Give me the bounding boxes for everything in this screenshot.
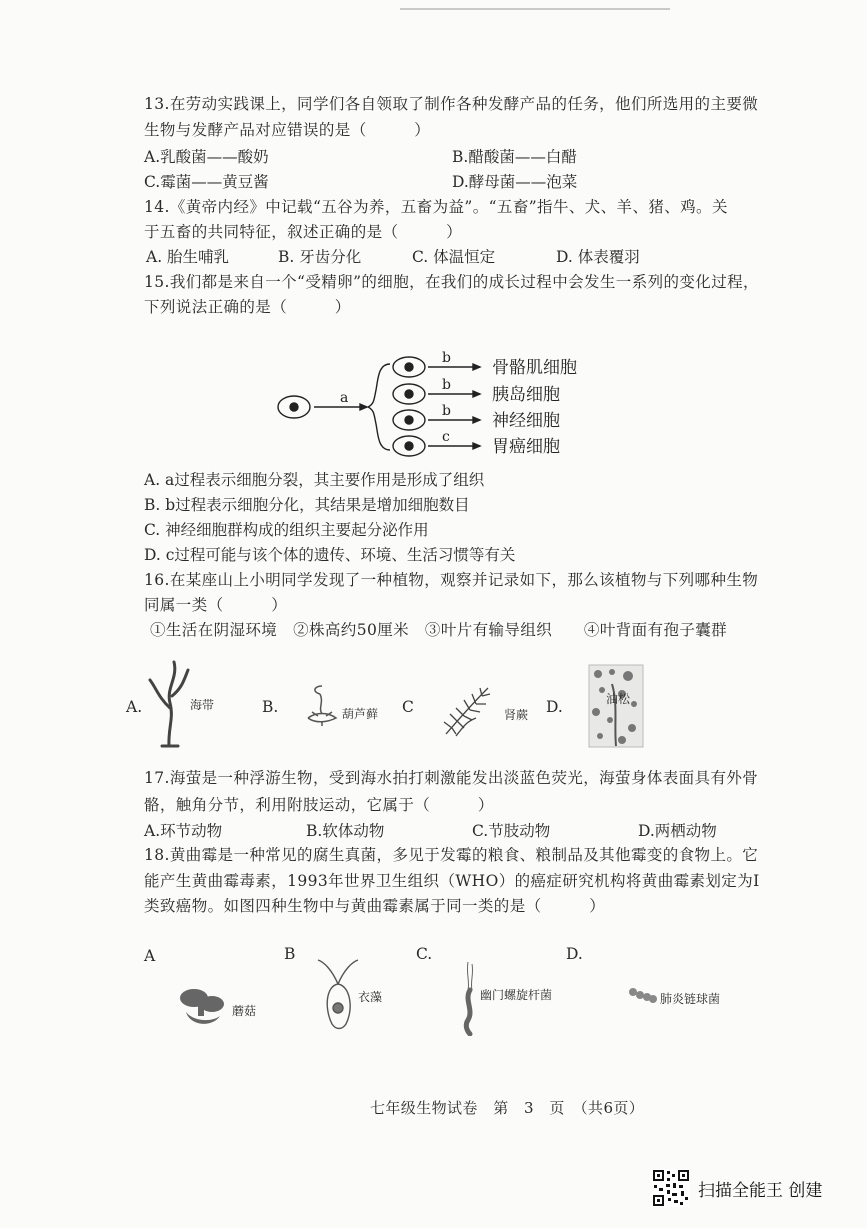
q13-line1: 13.在劳动实践课上，同学们各自领取了制作各种发酵产品的任务，他们所选用的主要微 — [144, 95, 759, 113]
chlamydomonas-image — [314, 956, 362, 1036]
q14-option-a: A. 胎生哺乳 — [146, 248, 230, 266]
mushroom-image — [172, 986, 232, 1030]
helicobacter-image — [456, 960, 482, 1036]
helicobacter-label: 幽门螺旋杆菌 — [480, 988, 553, 1002]
pneumococcus-label: 肺炎链球菌 — [660, 992, 721, 1006]
q15-line1: 15.我们都是来自一个“受精卵”的细胞，在我们的成长过程中会发生一系列的变化过程， — [144, 273, 759, 291]
q13-option-b: B.醋酸菌——白醋 — [452, 148, 577, 166]
islet-cell-label: 胰岛细胞 — [492, 385, 560, 405]
q18-line3: 类致癌物。如图四种生物中与黄曲霉素属于同一类的是（ ） — [144, 897, 606, 915]
q14-option-d: D. 体表覆羽 — [556, 248, 640, 266]
mushroom-label: 蘑菇 — [232, 1004, 257, 1018]
page-footer: 七年级生物试卷 第 3 页 （共6页） — [370, 1099, 645, 1117]
label-b-2: b — [442, 377, 451, 393]
q16-letter-b: B. — [262, 698, 279, 716]
q16-letter-d: D. — [546, 698, 563, 716]
moss-image — [298, 682, 346, 728]
kelp-label: 海带 — [190, 698, 215, 712]
gastric-cancer-cell-label: 胃癌细胞 — [492, 437, 560, 457]
q18-letter-d: D. — [566, 945, 583, 963]
q15-option-b: B. b过程表示细胞分化，其结果是增加细胞数目 — [144, 496, 470, 514]
q17-line2: 骼，触角分节，利用附肢运动，它属于（ ） — [144, 796, 494, 814]
q13-option-a: A.乳酸菌——酸奶 — [144, 148, 269, 166]
q15-option-a: A. a过程表示细胞分裂，其主要作用是形成了组织 — [144, 471, 485, 489]
q16-line2: 同属一类（ ） — [144, 596, 288, 614]
q16-letter-c: C — [402, 698, 414, 716]
moss-label: 葫芦藓 — [342, 707, 379, 721]
scanner-watermark: 扫描全能王 创建 — [698, 1181, 823, 1201]
q15-option-c: C. 神经细胞群构成的组织主要起分泌作用 — [144, 521, 429, 539]
q13-option-c: C.霉菌——黄豆酱 — [144, 173, 269, 191]
q18-line1: 18.黄曲霉是一种常见的腐生真菌，多见于发霉的粮食、粮制品及其他霉变的食物上。它 — [144, 846, 759, 864]
cell-differentiation-diagram — [270, 350, 630, 460]
q17-option-d: D.两栖动物 — [638, 822, 717, 840]
chlamydomonas-label: 衣藻 — [358, 990, 383, 1004]
q18-letter-a: A — [144, 947, 156, 965]
q15-option-d: D. c过程可能与该个体的遗传、环境、生活习惯等有关 — [144, 546, 516, 564]
q13-option-d: D.酵母菌——泡菜 — [452, 173, 578, 191]
q18-letter-c: C. — [416, 945, 433, 963]
qr-code-icon — [652, 1169, 690, 1207]
q15-line2: 下列说法正确的是（ ） — [144, 298, 351, 316]
label-a: a — [340, 390, 349, 406]
q18-line2: 能产生黄曲霉毒素，1993年世界卫生组织（WHO）的癌症研究机构将黄曲霉素划定为Ⅰ — [144, 872, 760, 890]
q17-line1: 17.海萤是一种浮游生物，受到海水拍打刺激能发出淡蓝色荧光，海萤身体表面具有外骨 — [144, 769, 759, 787]
q13-line2: 生物与发酵产品对应错误的是（ ） — [144, 121, 431, 139]
q14-option-c: C. 体温恒定 — [412, 248, 496, 266]
fern-image — [436, 678, 500, 742]
label-c: c — [442, 429, 450, 445]
q17-option-c: C.节肢动物 — [472, 822, 551, 840]
fern-label: 肾蕨 — [504, 708, 529, 722]
q17-option-a: A.环节动物 — [144, 822, 223, 840]
skeletal-muscle-cell-label: 骨骼肌细胞 — [492, 358, 577, 378]
q16-letter-a: A. — [126, 698, 143, 716]
q17-option-b: B.软体动物 — [306, 822, 385, 840]
top-scan-artifact — [400, 0, 670, 10]
q14-option-b: B. 牙齿分化 — [278, 248, 362, 266]
pneumococcus-image — [628, 986, 658, 1006]
label-b-3: b — [442, 403, 451, 419]
q14-line2: 于五畜的共同特征，叙述正确的是（ ） — [144, 223, 463, 241]
kelp-image — [144, 658, 194, 748]
q14-line1: 14.《黄帝内经》中记载“五谷为养，五畜为益”。“五畜”指牛、犬、羊、猪、鸡。关 — [144, 198, 728, 216]
q16-line1: 16.在某座山上小明同学发现了一种植物，观察并记录如下，那么该植物与下列哪种生物 — [144, 571, 759, 589]
pine-label: 油松 — [606, 692, 631, 706]
nerve-cell-label: 神经细胞 — [492, 411, 560, 431]
q16-features: ①生活在阴湿环境 ②株高约50厘米 ③叶片有输导组织 ④叶背面有孢子囊群 — [150, 621, 728, 639]
q18-letter-b: B — [284, 945, 296, 963]
label-b-1: b — [442, 350, 451, 366]
